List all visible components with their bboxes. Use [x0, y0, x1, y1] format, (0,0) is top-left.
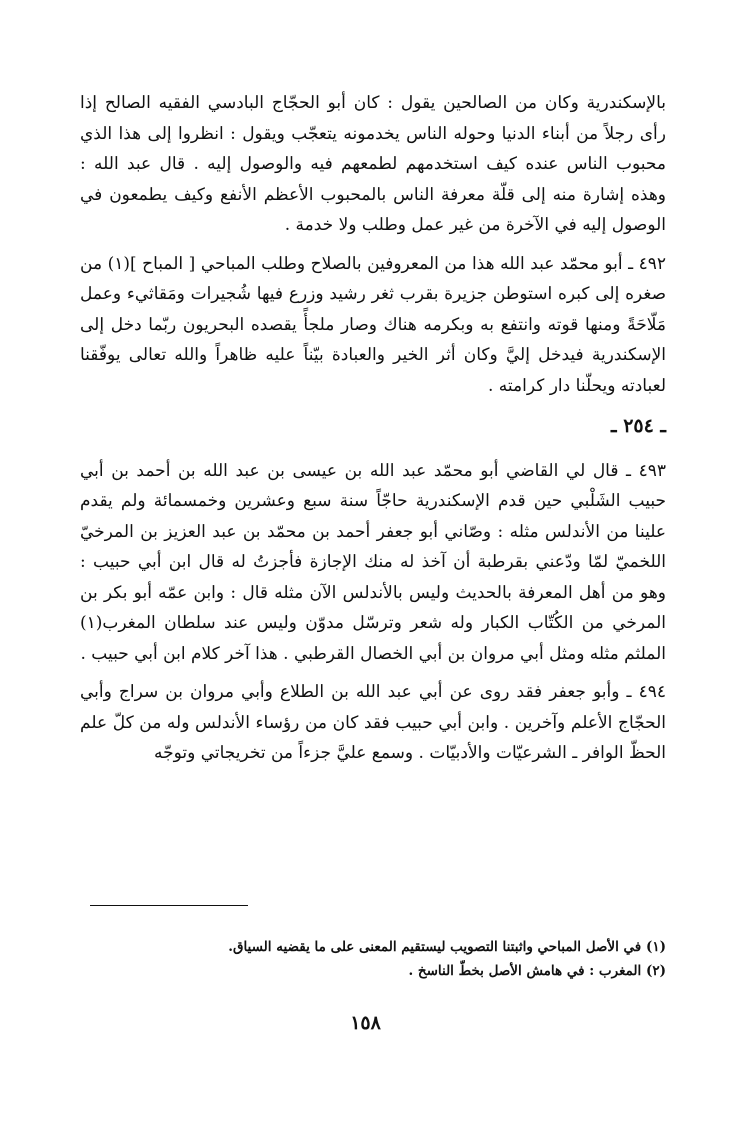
entry-493: ٤٩٣ ـ قال لي القاضي أبو محمّد عبد الله بن عيسى بن عبد الله بن أحمد بن أبي حبيب الشَلْبي حين قدم الإسكندرية حاجّاً سنة سبع وعشرين وخمسمائة ولم يقدم علينا من الأندلس مثله : وصّاني أبو جعفر أحمد بن محمّد بن عبد العزيز بن المرخيّ اللخميّ لمّا ودّعني بقرطبة أن آخذ له منك الإجازة فأجزتُ له قال ابن أبي حبيب : وهو من أهل المعرفة بالحديث وليس بالأندلس الآن مثله قال : وابن عمّه أبو بكر بن المرخي من الكُتّاب الكبار وله شعر وترسّل مدوّن وليس عند سلطان المغرب(١) الملثم مثله ومثل أبي مروان بن أبي الخصال القرطبي . هذا آخر كلام ابن أبي حبيب . [80, 460, 666, 664]
entry-494: ٤٩٤ ـ وأبو جعفر فقد روى عن أبي عبد الله بن الطلاع وأبي مروان بن سراج وأبي الحجّاج الأعلم وآخرين . وابن أبي حبيب فقد كان من رؤساء الأندلس وله من كلّ علم الحظّ الوافر ـ الشرعيّات والأدبيّات . وسمع عليَّ جزءاً من تخريجاتي وتوجّه [80, 682, 666, 763]
footnote-2: (٢) المغرب : في هامش الأصل بخطّ الناسخ . [408, 963, 666, 979]
footnotes [80, 935, 666, 983]
paragraph-intro: بالإسكندرية وكان من الصالحين يقول : كان أبو الحجّاج البادسي الفقيه الصالح إذا رأى رجلاً من أبناء الدنيا وحوله الناس يخدمونه يتعجّب ويقول : انظروا إلى هذا الذي محبوب الناس عنده كيف استخدمهم لطمعهم فيه والوصول إليه . قال عبد الله : وهذه إشارة منه إلى قلّة معرفة الناس بالمحبوب الأعظم الأنفع وكيف يطمعون في الوصول إليه في الآخرة من غير عمل وطلب ولا خدمة . [80, 93, 666, 235]
entry-492: ٤٩٢ ـ أبو محمّد عبد الله هذا من المعروفين بالصلاح وطلب المباحي [ المباح ](١) من صغره إلى كبره استوطن جزيرة بقرب ثغر رشيد وزرع فيها شُجيرات ومَقاثيء وعمل مَلّاحَةً ومنها قوته وانتفع به وبكرمه هناك وصار ملجأً يقصده البحريون ربّما دخل إلى الإسكندرية فيدخل إليَّ وكان أثر الخير والعبادة بيّناً عليه ظاهراً والله تعالى يوفّقنا لعبادته ويحلّنا دار كرامته . [80, 253, 666, 396]
main-text [80, 88, 666, 777]
footnote-1: (١) في الأصل المباحي واثبتنا التصويب ليستقيم المعنى على ما يقضيه السياق. [228, 939, 666, 955]
section-divider-number: ـ ٢٥٤ ـ [611, 415, 666, 437]
footnote-separator [90, 905, 248, 906]
page-number: ١٥٨ [350, 1012, 381, 1034]
